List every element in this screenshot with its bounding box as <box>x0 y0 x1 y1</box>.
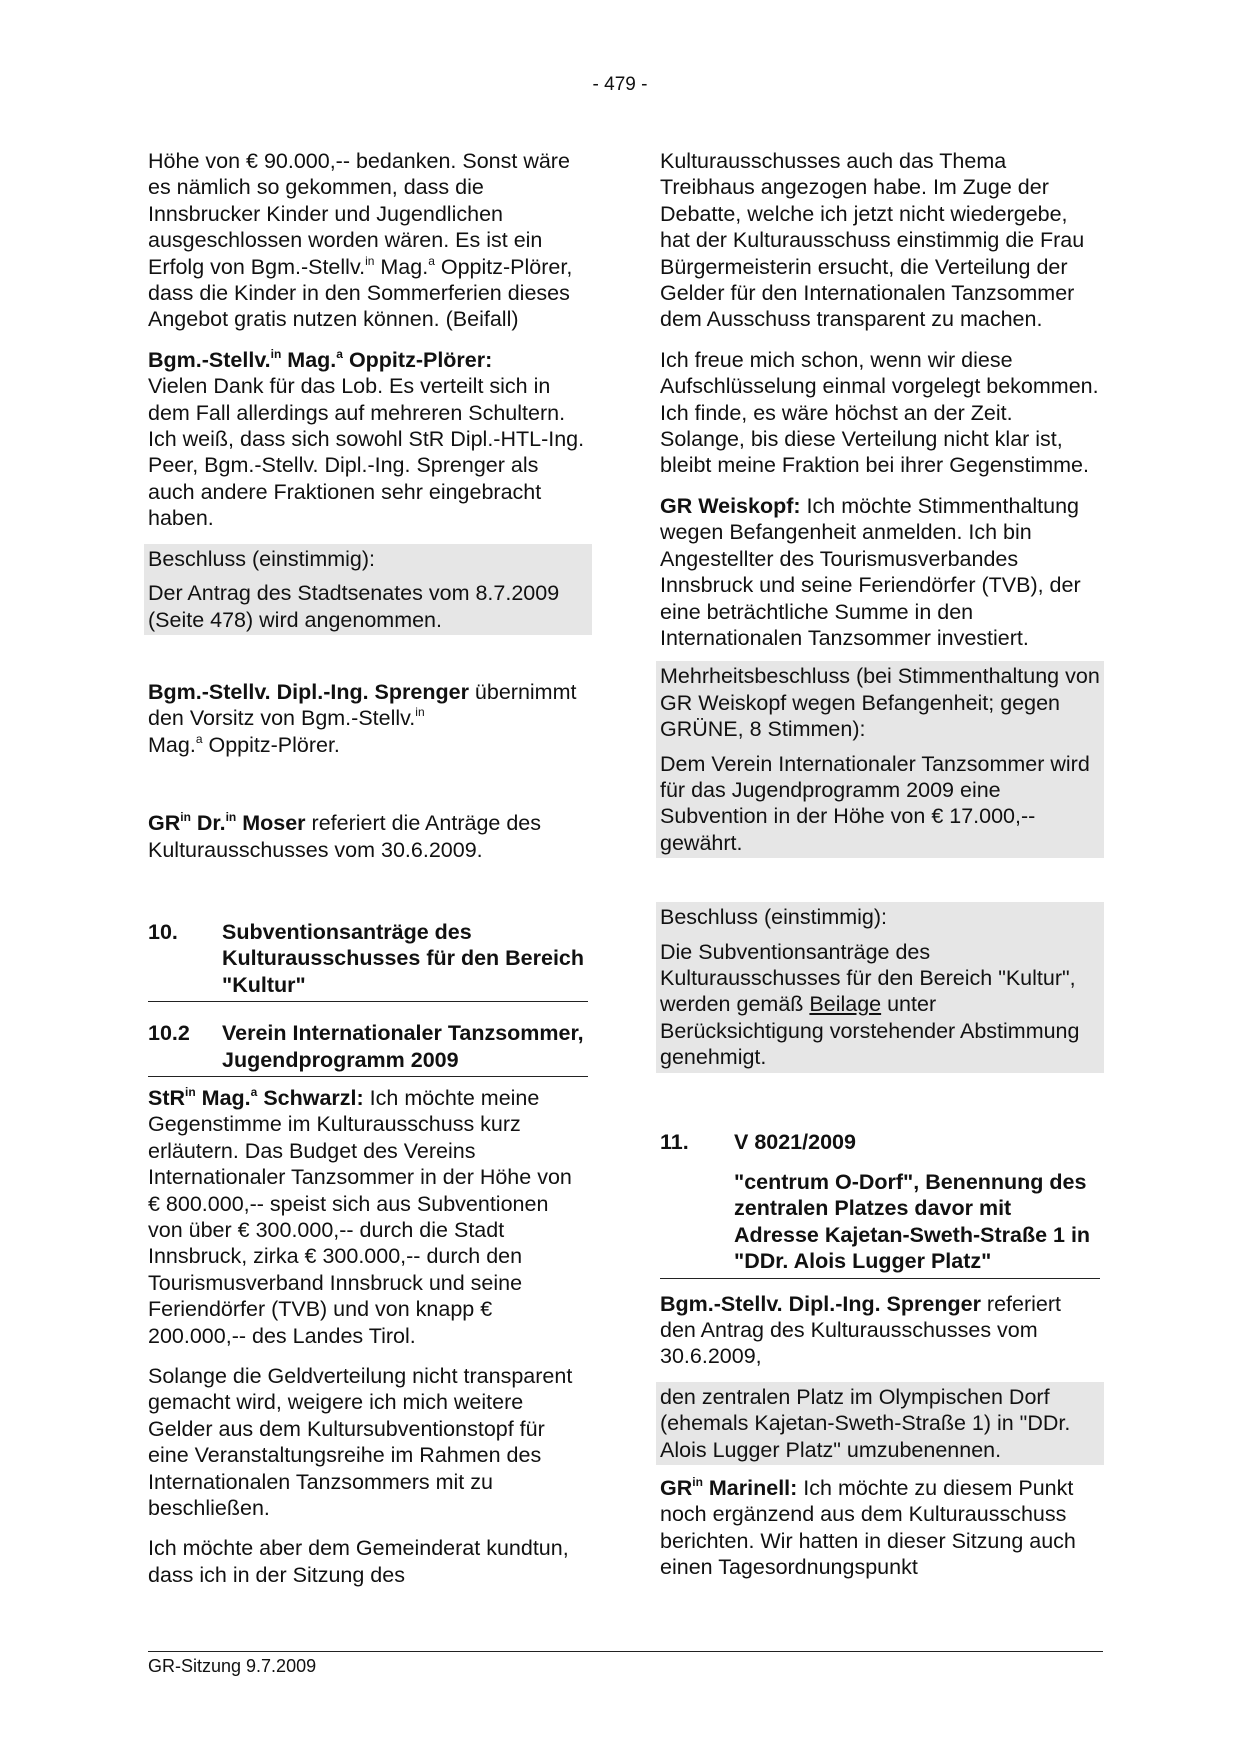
left-column <box>148 148 588 1588</box>
section-heading-11-subtitle: "centrum O-Dorf", Benennung des zentralen Platzes davor mit Adresse Kajetan-Sweth-Straße 1 in "DDr. Alois Lugger Platz" <box>660 1169 1100 1279</box>
paragraph: Solange die Geldverteilung nicht transparent gemacht wird, weigere ich mich weitere Gelder aus dem Kultursubventionstopf für eine Veranstaltungsreihe im Rahmen des Internationalen Tanzsommers mit zu beschließen. <box>148 1364 573 1521</box>
resolution-box <box>144 544 592 635</box>
speaker-name: Bgm.-Stellv.$^{in}$ Mag.$^a$ Oppitz-Plörer: <box>148 346 493 372</box>
resolution-text: Der Antrag des Stadtsenates vom 8.7.2009 (Seite 478) wird angenommen. <box>148 581 560 632</box>
paragraph: StR$^{in}$ Mag.$^a$ Schwarzl: Ich möchte meine Gegenstimme im Kulturausschuss kurz erläutern. Das Budget des Vereins Internationaler Tanzsommer in der Höhe von € 800.000,-- speist sich aus Subventionen von über € 300.000,-- durch die Stadt Innsbruck, zirka € 300.000,-- durch den Tourismusverband Innsbruck und seine Feriendörfer (TVB) und von knapp € 200.000,-- des Landes Tirol. <box>148 1084 572 1348</box>
paragraph: Höhe von € 90.000,-- bedanken. Sonst wäre es nämlich so gekommen, dass die Innsbrucker Kinder und Jugendlichen ausgeschlossen worden wären. Es ist ein Erfolg von Bgm.-Stellv.$^{in}$ Mag.$^a$ Oppitz-Plörer, dass die Kinder in den Sommerferien dieses Angebot gratis nutzen können. (Beifall) <box>148 149 573 332</box>
paragraph: Kulturausschusses auch das Thema Treibhaus angezogen habe. Im Zuge der Debatte, welche ich jetzt nicht wiedergebe, hat der Kulturausschuss einstimmig die Frau Bürgermeisterin ersucht, die Verteilung der Gelder für den Internationalen Tanzsommer dem Ausschuss transparent zu machen. <box>660 149 1085 332</box>
footer-divider <box>148 1651 1103 1652</box>
section-heading-10-2: 10.2 Verein Internationaler Tanzsommer, Jugendprogramm 2009 <box>148 1020 588 1077</box>
resolution-box <box>656 661 1104 858</box>
paragraph: Ich freue mich schon, wenn wir diese Aufschlüsselung einmal vorgelegt bekommen. Ich finde, es wäre höchst an der Zeit. Solange, bis diese Verteilung nicht klar ist, bleibt meine Fraktion bei ihrer Gegenstimme. <box>660 347 1099 478</box>
resolution-text: Die Subventionsanträge des Kulturausschusses für den Bereich "Kultur", werden gemäß Beilage unter Berücksichtigung vorstehender Abstimmung genehmigt. <box>660 939 1080 1070</box>
motion-box <box>656 1382 1104 1465</box>
paragraph: Ich möchte aber dem Gemeinderat kundtun, dass ich in der Sitzung des <box>148 1536 569 1587</box>
motion-text: den zentralen Platz im Olympischen Dorf (ehemals Kajetan-Sweth-Straße 1) in "DDr. Alois Lugger Platz" umzubenennen. <box>660 1384 1071 1462</box>
section-heading-10: 10. Subventionsanträge des Kulturausschusses für den Bereich "Kultur" <box>148 919 588 1002</box>
right-column <box>660 148 1100 1581</box>
paragraph: GR Weiskopf: Ich möchte Stimmenthaltung wegen Befangenheit anmelden. Ich bin Angestellter des Tourismusverbandes Innsbruck und seine Feriendörfer (TVB), der eine beträchtliche Summe in den Internationalen Tanzsommer investiert. <box>660 493 1081 650</box>
footer-text: GR-Sitzung 9.7.2009 <box>148 1656 317 1676</box>
resolution-title: Beschluss (einstimmig): <box>148 546 375 571</box>
paragraph: Bgm.-Stellv.$^{in}$ Mag.$^a$ Oppitz-Plörer: Vielen Dank für das Lob. Es verteilt sich in dem Fall allerdings auf mehreren Schultern. Ich weiß, dass sich sowohl StR Dipl.-HTL-Ing. Peer, Bgm.-Stellv. Dipl.-Ing. Sprenger als auch andere Fraktionen sehr eingebracht haben. <box>148 346 585 531</box>
resolution-text: Dem Verein Internationaler Tanzsommer wird für das Jugendprogramm 2009 eine Subvention in der Höhe von € 17.000,-- gewährt. <box>660 751 1090 855</box>
page-number: - 479 - <box>592 74 648 95</box>
resolution-title: Beschluss (einstimmig): <box>660 905 887 930</box>
paragraph: Bgm.-Stellv. Dipl.-Ing. Sprenger referiert den Antrag des Kulturausschusses vom 30.6.2009, <box>660 1291 1061 1369</box>
paragraph: $GR^{in}$ Dr.$^{in}$ Moser referiert die Anträge des Kulturausschusses vom 30.6.2009. <box>148 810 542 862</box>
beilage-link[interactable]: Beilage <box>809 992 882 1017</box>
paragraph: Bgm.-Stellv. Dipl.-Ing. Sprenger übernimmt den Vorsitz von Bgm.-Stellv.$^{in}$ Mag.$^a$ Oppitz-Plörer. <box>148 679 577 757</box>
resolution-title: Mehrheitsbeschluss (bei Stimmenthaltung von GR Weiskopf wegen Befangenheit; gegen GRÜNE, 8 Stimmen): <box>660 664 1100 742</box>
resolution-box <box>656 902 1104 1072</box>
paragraph: $GR^{in}$ Marinell: Ich möchte zu diesem Punkt noch ergänzend aus dem Kulturausschuss berichten. Wir hatten in dieser Sitzung auch einen Tagesordnungspunkt <box>660 1475 1076 1580</box>
section-heading-11: 11. V 8021/2009 <box>660 1129 856 1154</box>
